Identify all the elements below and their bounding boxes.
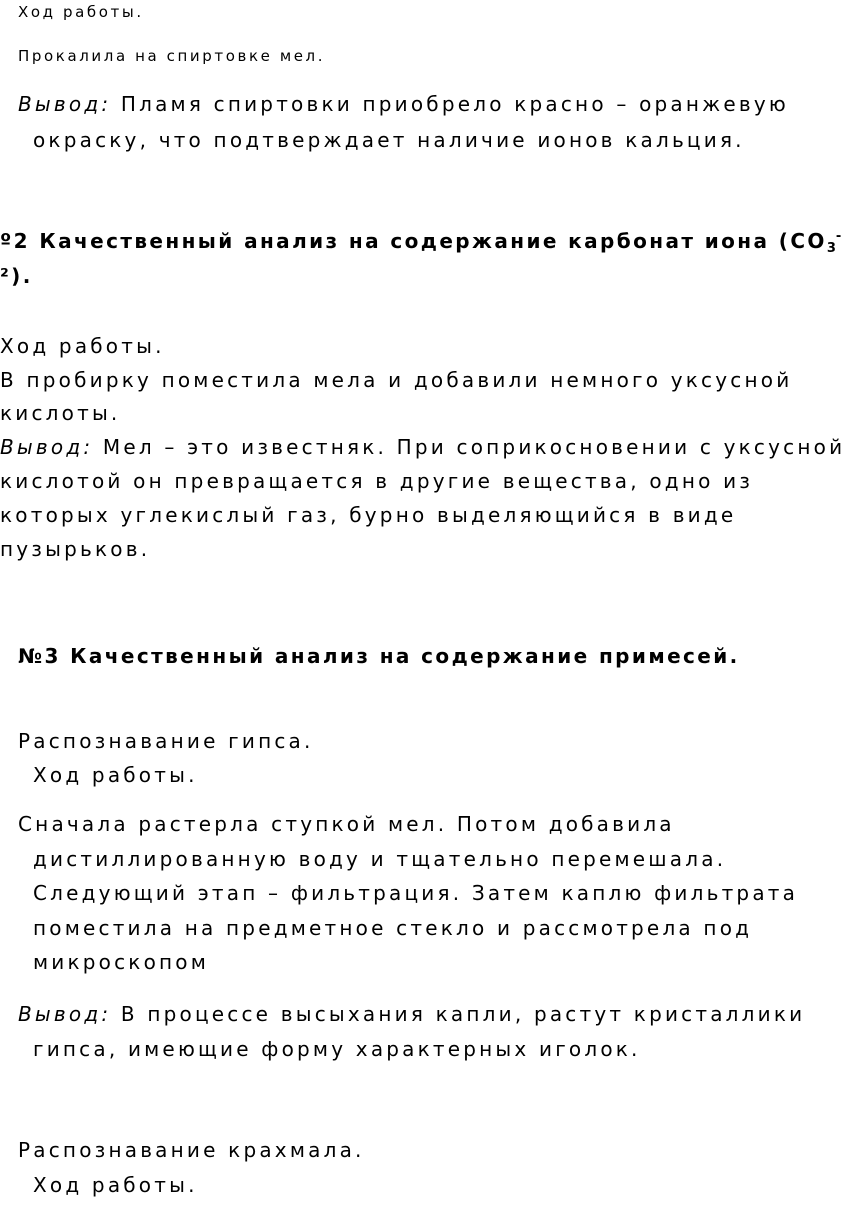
gypsum-work-line1: Сначала растерла ступкой мел. Потом добавила [18,812,675,836]
conclusion-label: Вывод: [0,435,94,459]
section-2-title-line2: ²). [0,264,33,288]
conclusion-2-line1 [0,435,845,459]
work-2-line1: В пробирку поместила мела и добавили немного уксусной [0,368,793,392]
conclusion-2-line2: кислотой он превращается в другие вещества, одно из [0,469,754,493]
work-heading-1: Ход работы. [18,3,144,21]
gypsum-work-line4: поместила на предметное стекло и рассмотрела под [33,916,753,940]
gypsum-work-line3: Следующий этап – фильтрация. Затем каплю фильтрата [33,881,799,905]
starch-heading: Распознавание крахмала. [18,1138,365,1162]
conclusion-2-line3: которых углекислый газ, бурно выделяющийся в виде [0,503,737,527]
section-3-title: №3 Качественный анализ на содержание примесей. [18,644,740,668]
section-2-title [0,229,841,256]
conclusion-label: Вывод: [18,92,112,116]
section-2-title-text: º2 Качественный анализ на содержание карбонат иона (CO [0,229,827,253]
conclusion-3-line1 [18,1002,805,1026]
work-heading-2: Ход работы. [0,334,165,358]
conclusion-3-line2: гипса, имеющие форму характерных иголок. [33,1037,641,1061]
conclusion-text: Мел – это известняк. При соприкосновении с уксусной [93,435,845,459]
conclusion-text: В процессе высыхания капли, растут кристаллики [111,1002,806,1026]
conclusion-1-line2: окраску, что подтверждает наличие ионов кальция. [33,128,745,152]
gypsum-heading: Распознавание гипса. [18,729,314,753]
conclusion-text: Пламя спиртовки приобрело красно – оранжевую [111,92,789,116]
work-text-1: Прокалила на спиртовке мел. [18,47,326,65]
gypsum-work-heading: Ход работы. [33,763,198,787]
conclusion-2-line4: пузырьков. [0,537,151,561]
gypsum-work-line5: микроскопом [33,950,210,974]
superscript-minus: - [835,229,842,244]
conclusion-1-line1 [18,92,789,116]
subscript-3: 3 [826,241,836,256]
gypsum-work-line2: дистиллированную воду и тщательно перемешала. [33,847,727,871]
conclusion-label: Вывод: [18,1002,112,1026]
work-2-line2: кислоты. [0,401,121,425]
starch-work-heading: Ход работы. [33,1173,198,1197]
